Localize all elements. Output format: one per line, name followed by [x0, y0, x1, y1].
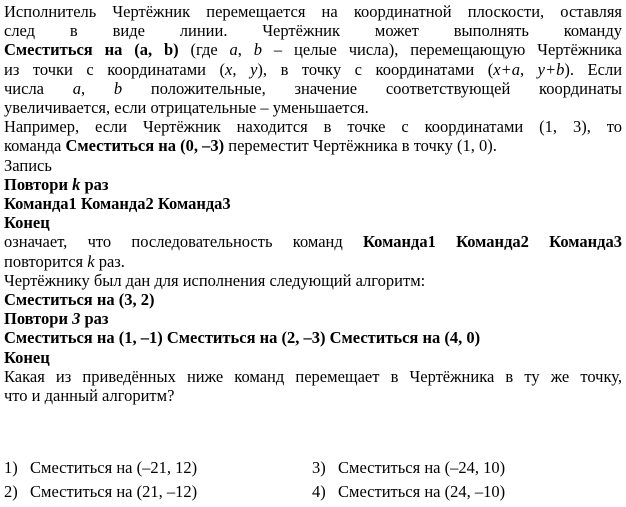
intro-line-5: числа a, b положительные, значение соответствующей координаты [4, 78, 623, 98]
example-line-2: команда Сместиться на (0, –3) переместит Чертёжника в точку (1, 0). [4, 136, 497, 156]
option-4[interactable]: 4) Сместиться на (24, –10) [312, 482, 506, 501]
question-line-1: Какая из приведённых ниже команд перемещает в Чертёжника в ту же точку, [4, 366, 622, 386]
options-row-2 [4, 482, 624, 506]
intro-line-1: Исполнитель Чертёжник перемещается на координатной плоскости, оставляя [4, 2, 622, 21]
notation-label: Запись [4, 155, 52, 175]
algorithm-end: Конец [4, 347, 50, 367]
answer-options [4, 458, 624, 506]
intro-line-3: Сместиться на (a, b) (где a, b – целые числа), перемещающую Чертёжника [4, 40, 622, 60]
intro-line-4: из точки с координатами (x, y), в точку с координатами (x+a, y+b). Если [4, 59, 623, 79]
notation-end: Конец [4, 213, 50, 233]
example-line-1: Например, если Чертёжник находится в точке с координатами (1, 3), то [4, 117, 622, 137]
notation-meaning-2: повторится k раз. [4, 251, 125, 271]
algorithm-intro: Чертёжнику был дан для исполнения следующий алгоритм: [4, 270, 426, 290]
algorithm-body: Сместиться на (1, –1) Сместиться на (2, –3) Сместиться на (4, 0) [4, 328, 481, 348]
options-row-1 [4, 458, 624, 482]
command-definition: Сместиться на (a, b) [4, 40, 179, 60]
notation-commands: Команда1 Команда2 Команда3 [4, 194, 231, 214]
intro-line-2: след в виде линии. Чертёжник может выполнять команду [4, 21, 622, 41]
question-line-2: что и данный алгоритм? [4, 386, 175, 406]
example-command: Сместиться на (0, –3) [65, 136, 225, 156]
notation-repeat: Повтори k раз [4, 174, 109, 194]
intro-line-6: увеличивается, если отрицательные – уменьшается. [4, 98, 369, 118]
option-1[interactable]: 1) Сместиться на (–21, 12) [4, 458, 198, 477]
option-3[interactable]: 3) Сместиться на (–24, 10) [312, 458, 506, 477]
algorithm-step-1: Сместиться на (3, 2) [4, 290, 155, 310]
notation-meaning-1: означает, что последовательность команд Команда1 Команда2 Команда3 [4, 232, 622, 252]
option-2[interactable]: 2) Сместиться на (21, –12) [4, 482, 198, 501]
algorithm-repeat: Повтори 3 раз [4, 309, 109, 329]
